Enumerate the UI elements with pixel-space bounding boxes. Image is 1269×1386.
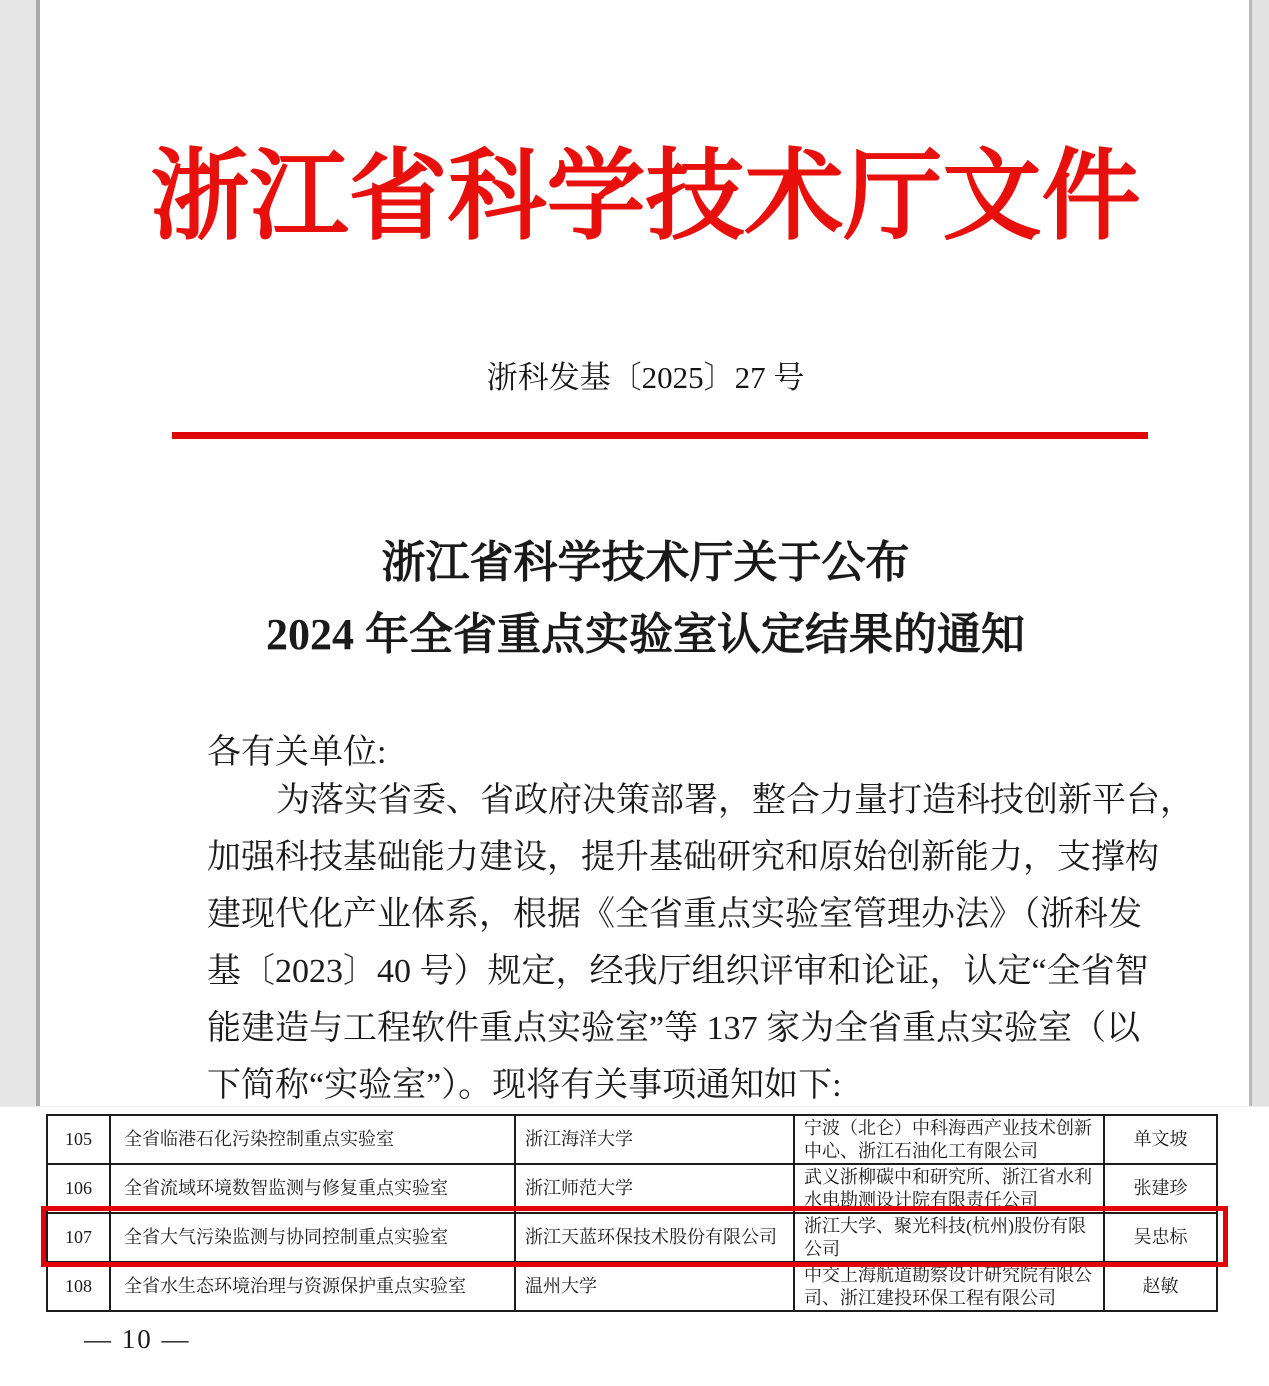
highlight-box-row-107 — [41, 1206, 1228, 1267]
body-line: 建现代化产业体系，根据《全省重点实验室管理办法》（浙科发 — [207, 896, 1142, 933]
document-number: 浙科发基〔2025〕27 号 — [486, 360, 805, 395]
cell-row-number: 105 — [47, 1115, 110, 1164]
cell-director: 赵敏 — [1104, 1262, 1217, 1311]
body-line: 下简称“实验室”）。现将有关事项通知如下: — [207, 1067, 842, 1104]
cell-partners: 中交上海航道勘察设计研究院有限公司、浙江建投环保工程有限公司 — [794, 1262, 1104, 1311]
cell-lab-name: 全省临港石化污染控制重点实验室 — [110, 1115, 515, 1164]
cell-lab-name: 全省大气污染监测与协同控制重点实验室 — [110, 1213, 515, 1262]
cell-lab-name: 全省水生态环境治理与资源保护重点实验室 — [110, 1262, 515, 1311]
body-paragraph — [207, 772, 1194, 1114]
cell-row-number: 107 — [47, 1213, 110, 1262]
cell-director: 吴忠标 — [1104, 1213, 1217, 1262]
body-line: 能建造与工程软件重点实验室”等 137 家为全省重点实验室（以 — [207, 1010, 1141, 1047]
cell-institution: 浙江海洋大学 — [515, 1115, 794, 1164]
cell-partners: 武义浙柳碳中和研究所、浙江省水利水电勘测设计院有限责任公司 — [794, 1164, 1104, 1213]
cell-director: 单文坡 — [1104, 1115, 1217, 1164]
cell-lab-name: 全省流域环境数智监测与修复重点实验室 — [110, 1164, 515, 1213]
cell-institution: 浙江师范大学 — [515, 1164, 794, 1213]
cell-partners: 宁波（北仑）中科海西产业技术创新中心、浙江石油化工有限公司 — [794, 1115, 1104, 1164]
cell-director: 张建珍 — [1104, 1164, 1217, 1213]
letterhead-title: 浙江省科学技术厅文件 — [150, 143, 1141, 252]
letterhead-rule — [172, 432, 1148, 439]
notice-title-line2: 2024 年全省重点实验室认定结果的通知 — [266, 610, 1025, 659]
notice-title-line1: 浙江省科学技术厅关于公布 — [381, 538, 910, 587]
table-row — [47, 1262, 1217, 1311]
salutation: 各有关单位: — [207, 734, 387, 771]
cell-partners: 浙江大学、聚光科技(杭州)股份有限公司 — [794, 1213, 1104, 1262]
page-number: — 10 — — [84, 1324, 191, 1354]
table-row — [47, 1115, 1217, 1164]
cell-institution: 浙江天蓝环保技术股份有限公司 — [515, 1213, 794, 1262]
cell-row-number: 106 — [47, 1164, 110, 1213]
cell-institution: 温州大学 — [515, 1262, 794, 1311]
body-line: 加强科技基础能力建设，提升基础研究和原始创新能力，支撑构 — [207, 839, 1159, 876]
body-line: 为落实省委、省政府决策部署，整合力量打造科技创新平台， — [276, 782, 1194, 819]
cell-row-number: 108 — [47, 1262, 110, 1311]
body-line: 基〔2023〕40 号）规定，经我厅组织评审和论证，认定“全省智 — [207, 953, 1149, 990]
